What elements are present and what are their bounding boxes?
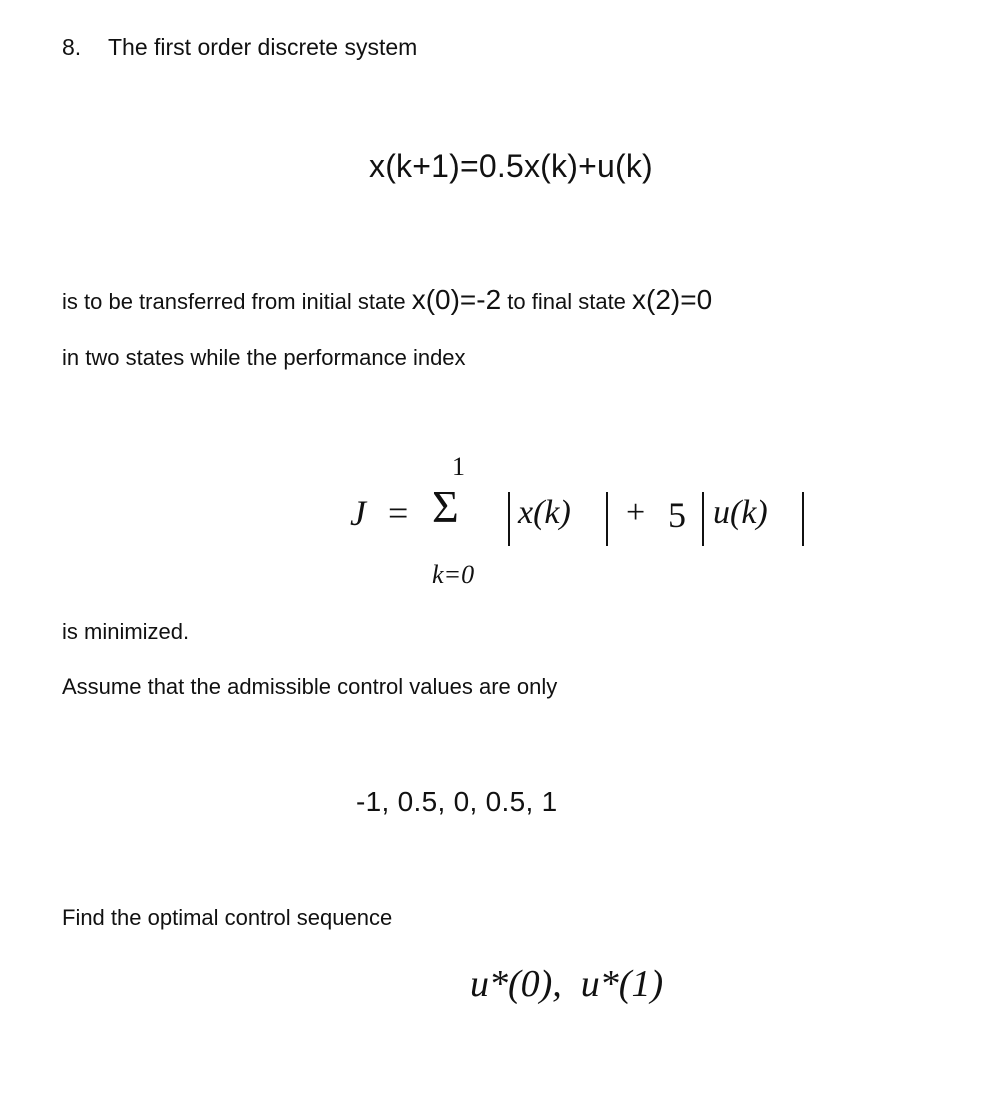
- admissible-values: -1, 0.5, 0, 0.5, 1: [356, 786, 558, 817]
- transfer-prefix: is to be transferred from initial state: [62, 289, 412, 314]
- assume-line: Assume that the admissible control values are only: [62, 674, 558, 699]
- abs-bar-right-1: [606, 492, 608, 546]
- formula-lhs: J: [350, 493, 366, 533]
- transfer-statement: [62, 284, 712, 316]
- initial-state: x(0)=-2: [411, 284, 502, 315]
- sum-symbol: Σ: [432, 481, 459, 532]
- formula-term-x: x(k): [518, 494, 571, 531]
- formula-equals: =: [388, 493, 409, 533]
- minimized-line: is minimized.: [62, 619, 190, 644]
- sum-upper-limit: 1: [452, 452, 465, 481]
- system-equation: x(k+1)=0.5x(k)+u(k): [369, 148, 653, 184]
- find-line: Find the optimal control sequence: [62, 905, 393, 930]
- question-title: The first order discrete system: [108, 34, 418, 60]
- question-number: 8.: [62, 34, 82, 60]
- transfer-middle: to final state: [501, 289, 633, 314]
- abs-bar-left-2: [702, 492, 704, 546]
- formula-coefficient: 5: [668, 495, 686, 535]
- sum-lower-limit: k=0: [432, 560, 475, 589]
- formula-term-u: u(k): [713, 494, 768, 531]
- control-sequence: u*(0), u*(1): [470, 963, 664, 1005]
- abs-bar-left-1: [508, 492, 510, 546]
- two-states-line: in two states while the performance index: [62, 345, 466, 370]
- formula-plus: +: [626, 494, 646, 531]
- abs-bar-right-2: [802, 492, 804, 546]
- final-state: x(2)=0: [632, 284, 713, 315]
